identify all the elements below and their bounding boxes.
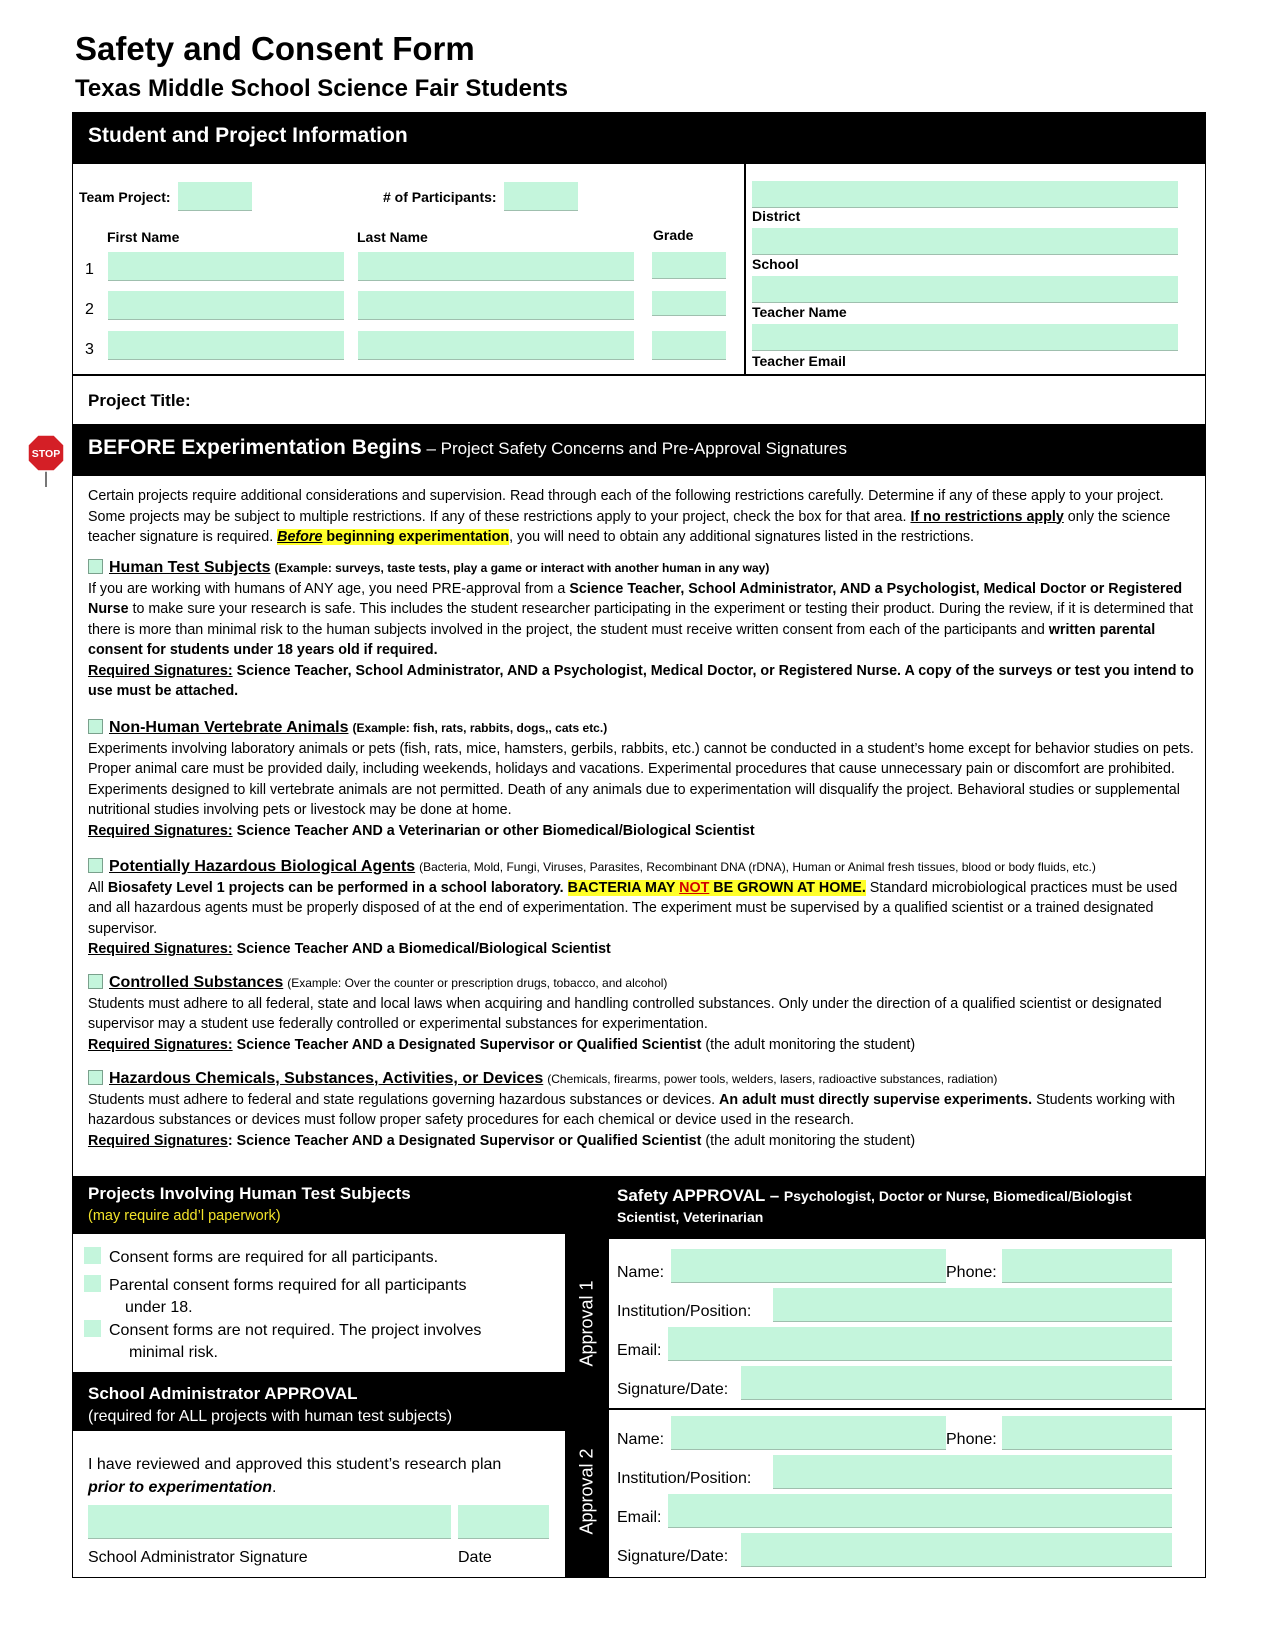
- human-projects-subtitle: (may require add’l paperwork): [88, 1208, 281, 1224]
- student-info-bar: [72, 112, 1206, 164]
- safety-bar: [609, 1177, 1206, 1239]
- approval1-email-field[interactable]: [668, 1327, 1172, 1361]
- teacher-name-label: Teacher Name: [752, 304, 847, 320]
- approval1-institution-field[interactable]: [773, 1288, 1172, 1322]
- before-bar: [72, 424, 1206, 476]
- approval2-phone-field[interactable]: [1002, 1416, 1172, 1450]
- approval1-name-label: Name:: [617, 1264, 665, 1281]
- last-name-field-1[interactable]: [358, 252, 634, 281]
- bio-title: Potentially Hazardous Biological Agents: [109, 858, 416, 875]
- bio-checkbox[interactable]: [88, 858, 103, 873]
- stop-sign-icon: [26, 433, 66, 487]
- approval2-email-field[interactable]: [668, 1494, 1172, 1528]
- grade-header: Grade: [653, 227, 694, 243]
- parental-consent-checkbox[interactable]: [84, 1275, 101, 1292]
- approval-1-label: Approval 1: [576, 1280, 597, 1367]
- chemicals-title: Hazardous Chemicals, Substances, Activities, or Devices: [109, 1070, 544, 1087]
- section-human: Human Test Subjects (Example: surveys, taste tests, play a game or interact with another human in any way) If you are working with humans of ANY age, you need PRE-approval from a Science Teacher, School Administrator, AND a Psychologist, Medical Doctor or Registered Nurse to make sure your research is safe. This includes the student researcher participating in the experiment or testing their product. During the review, if it is determined that there is more than minimal risk to the human subjects involved in the project, the student must receive written consent from each of the participants and written parental consent for students under 18 years old if required. Required Signatures: Science Teacher, School Administrator, AND a Psychologist, Medical Doctor, or Registered Nurse. A copy of the surveys or test you intend to use must be attached.: [88, 559, 1194, 699]
- human-title: Human Test Subjects: [109, 559, 271, 576]
- row-number-3: 3: [85, 341, 94, 358]
- intro-paragraph: Certain projects require additional considerations and supervision. Read through each of the following restrictions carefully. Determine if any of these apply to your project. Some projects may be subject to multiple restrictions. If any of these restrictions apply to your project, check the box for that area. If no restrictions apply only the science teacher signature is required. Before beginning experimentation, you will need to obtain any additional signatures listed in the restrictions.: [88, 488, 1171, 545]
- admin-subtitle: (required for ALL projects with human test subjects): [88, 1408, 453, 1425]
- admin-bar: [72, 1372, 565, 1431]
- human-checkbox[interactable]: [88, 559, 103, 574]
- grade-field-3[interactable]: [652, 331, 726, 360]
- form-subtitle: Texas Middle School Science Fair Students: [75, 75, 569, 102]
- participants-field[interactable]: [504, 182, 578, 211]
- admin-title: School Administrator APPROVAL: [88, 1384, 358, 1403]
- approval1-email-label: Email:: [617, 1342, 662, 1359]
- approval2-institution-label: Institution/Position:: [617, 1470, 752, 1487]
- approval2-signature-field[interactable]: [741, 1533, 1172, 1567]
- team-project-label: Team Project:: [79, 189, 171, 205]
- district-field[interactable]: [752, 181, 1178, 208]
- before-subtitle: – Project Safety Concerns and Pre-Approval Signatures: [421, 439, 847, 458]
- approval-2-label: Approval 2: [576, 1448, 597, 1535]
- first-name-field-1[interactable]: [108, 252, 344, 281]
- admin-signature-label: School Administrator Signature: [88, 1549, 308, 1566]
- animals-title: Non-Human Vertebrate Animals: [109, 719, 349, 736]
- admin-date-label: Date: [458, 1549, 492, 1566]
- approval1-signature-field[interactable]: [741, 1366, 1172, 1400]
- controlled-title: Controlled Substances: [109, 974, 284, 991]
- human-projects-title: Projects Involving Human Test Subjects: [88, 1184, 411, 1203]
- approval2-phone-label: Phone:: [946, 1431, 997, 1448]
- animals-checkbox[interactable]: [88, 719, 103, 734]
- info-bottom-rule: [72, 374, 1206, 376]
- row-number-2: 2: [85, 301, 94, 318]
- row-number-1: 1: [85, 261, 94, 278]
- section-chemicals: Hazardous Chemicals, Substances, Activities, or Devices (Chemicals, firearms, power tools, welders, lasers, radioactive substances, radiation) Students must adhere to federal and state regulations governing hazardous substances or devices. An adult must directly supervise experiments. Students working with hazardous substances or devices must follow proper safety procedures for each chemical or device used in the research. Required Signatures: Science Teacher AND a Designated Supervisor or Qualified Scientist (the adult monitoring the student): [88, 1070, 1176, 1149]
- last-name-field-3[interactable]: [358, 331, 634, 360]
- controlled-checkbox[interactable]: [88, 974, 103, 989]
- first-name-field-3[interactable]: [108, 331, 344, 360]
- teacher-email-label: Teacher Email: [752, 353, 846, 369]
- human-options: Consent forms are required for all participants. Parental consent forms required for all participants under 18. Consent forms are not required. The project involves minimal risk.: [84, 1247, 481, 1365]
- admin-statement: I have reviewed and approved this student’s research plan prior to experimentation.: [88, 1456, 502, 1496]
- safety-title: Safety APPROVAL –: [617, 1186, 784, 1205]
- grade-field-1[interactable]: [652, 252, 726, 279]
- section-bio: Potentially Hazardous Biological Agents (Bacteria, Mold, Fungi, Viruses, Parasites, Recombinant DNA (rDNA), Human or Animal fresh tissues, blood or body fluids, etc.) All Biosafety Level 1 projects can be performed in a school laboratory. BACTERIA MAY NOT BE GROWN AT HOME. Standard microbiological practices must be used and all hazardous agents must be properly disposed of at the end of experimentation. The experiment must be supervised by a qualified scientist or a trained designated supervisor. Required Signatures: Science Teacher AND a Biomedical/Biological Scientist: [88, 858, 1178, 957]
- approval1-institution-label: Institution/Position:: [617, 1303, 752, 1320]
- approval2-institution-field[interactable]: [773, 1455, 1172, 1489]
- last-name-field-2[interactable]: [358, 291, 634, 320]
- consent-not-required-checkbox[interactable]: [84, 1320, 101, 1337]
- approval1-name-field[interactable]: [671, 1249, 946, 1283]
- first-name-field-2[interactable]: [108, 291, 344, 320]
- section-controlled: Controlled Substances (Example: Over the counter or prescription drugs, tobacco, and alcohol) Students must adhere to all federal, state and local laws when acquiring and handling controlled substances. Only under the direction of a qualified scientist or designated supervisor may a student use federally controlled or experimental substances for experimentation. Required Signatures: Science Teacher AND a Designated Supervisor or Qualified Scientist (the adult monitoring the student): [88, 974, 1162, 1053]
- student-info-title: Student and Project Information: [88, 124, 408, 147]
- chemicals-checkbox[interactable]: [88, 1070, 103, 1085]
- school-field[interactable]: [752, 228, 1178, 255]
- approval-divider: [609, 1408, 1206, 1410]
- before-title: BEFORE Experimentation Begins: [88, 436, 422, 459]
- approval2-email-label: Email:: [617, 1509, 662, 1526]
- stop-sign-text: STOP: [31, 448, 61, 460]
- last-name-header: Last Name: [357, 229, 428, 245]
- grade-field-2[interactable]: [652, 291, 726, 316]
- info-divider: [744, 164, 746, 374]
- approval1-signature-label: Signature/Date:: [617, 1381, 729, 1398]
- approval1-phone-label: Phone:: [946, 1264, 997, 1281]
- approval2-signature-label: Signature/Date:: [617, 1548, 729, 1565]
- consent-required-checkbox[interactable]: [84, 1247, 101, 1264]
- form-title: Safety and Consent Form: [75, 30, 475, 67]
- section-animals: Non-Human Vertebrate Animals (Example: fish, rats, rabbits, dogs,, cats etc.) Experiments involving laboratory animals or pets (fish, rats, mice, hamsters, gerbils, rabbits, etc.) cannot be conducted in a student’s home except for behavior studies on pets. Proper animal care must be provided daily, including weekends, holidays and vacations. Experimental procedures that cause unnecessary pain or discomfort are prohibited. Experiments designed to kill vertebrate animals are not permitted. Death of any animals due to experimentation will disqualify the project. Behavioral studies or supplemental nutritional studies involving pets or livestock may be done at home. Required Signatures: Science Teacher AND a Veterinarian or other Biomedical/Biological Scientist: [88, 719, 1194, 839]
- school-label: School: [752, 256, 799, 272]
- teacher-name-field[interactable]: [752, 276, 1178, 303]
- project-title-label: Project Title:: [88, 391, 191, 410]
- admin-signature-field[interactable]: [88, 1505, 451, 1539]
- participants-label: # of Participants:: [383, 189, 497, 205]
- safety-subtitle: Psychologist, Doctor or Nurse, Biomedical/Biologist Scientist, Veterinarian: [617, 1188, 1132, 1225]
- approval2-name-field[interactable]: [671, 1416, 946, 1450]
- approval1-phone-field[interactable]: [1002, 1249, 1172, 1283]
- teacher-email-field[interactable]: [752, 324, 1178, 351]
- team-project-field[interactable]: [178, 182, 252, 211]
- human-projects-bar: [72, 1177, 565, 1234]
- admin-date-field[interactable]: [458, 1505, 549, 1539]
- approval2-name-label: Name:: [617, 1431, 665, 1448]
- first-name-header: First Name: [107, 229, 180, 245]
- district-label: District: [752, 208, 801, 224]
